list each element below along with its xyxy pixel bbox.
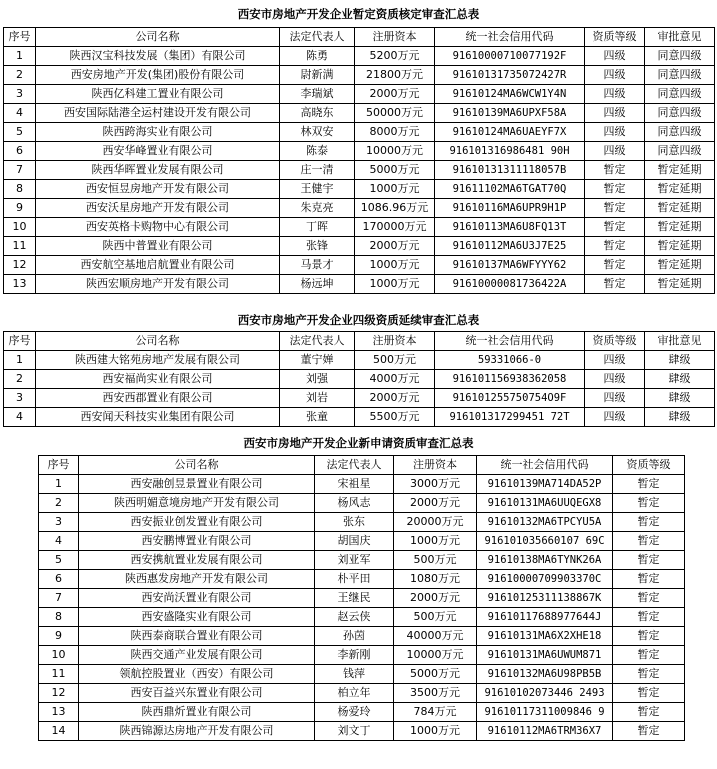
table-cell: 肆级 xyxy=(645,370,715,389)
table-row xyxy=(4,256,715,275)
table1-body xyxy=(4,47,715,294)
table-row xyxy=(39,494,685,513)
table-cell: 91610131MA6X2XHE18 xyxy=(477,627,613,646)
table-cell: 钱萍 xyxy=(315,665,394,684)
table-cell: 8 xyxy=(39,608,79,627)
table-cell: 庄一清 xyxy=(280,161,355,180)
column-header: 注册资本 xyxy=(394,456,477,475)
table-cell: 陕西建大铭苑房地产发展有限公司 xyxy=(36,351,280,370)
table-cell: 4000万元 xyxy=(355,370,435,389)
table-row xyxy=(4,237,715,256)
table-cell: 同意四级 xyxy=(645,104,715,123)
table-cell: 12 xyxy=(39,684,79,703)
table-cell: 暂定 xyxy=(613,608,685,627)
table-cell: 2 xyxy=(39,494,79,513)
table-cell: 四级 xyxy=(585,389,645,408)
table-cell: 杨风志 xyxy=(315,494,394,513)
table-cell: 西安英格卡购物中心有限公司 xyxy=(36,218,280,237)
table-cell: 6 xyxy=(4,142,36,161)
table-cell: 91610139MA6UPXF58A xyxy=(435,104,585,123)
table-cell: 91610113MA6U8FQ13T xyxy=(435,218,585,237)
table-cell: 21800万元 xyxy=(355,66,435,85)
table-cell: 91610116MA6UPR9H1P xyxy=(435,199,585,218)
table-cell: 91610117688977644J xyxy=(477,608,613,627)
column-header: 审批意见 xyxy=(645,332,715,351)
table-cell: 5000万元 xyxy=(394,665,477,684)
table-cell: 西安融创昱景置业有限公司 xyxy=(79,475,315,494)
table-cell: 1000万元 xyxy=(355,256,435,275)
table-cell: 4 xyxy=(39,532,79,551)
table-cell: 陕西中普置业有限公司 xyxy=(36,237,280,256)
table-cell: 4 xyxy=(4,104,36,123)
table-cell: 11 xyxy=(4,237,36,256)
table-cell: 同意四级 xyxy=(645,123,715,142)
table-cell: 8000万元 xyxy=(355,123,435,142)
table-cell: 3000万元 xyxy=(394,475,477,494)
table-cell: 暂定 xyxy=(585,237,645,256)
column-header: 注册资本 xyxy=(355,332,435,351)
table-cell: 50000万元 xyxy=(355,104,435,123)
table-cell: 四级 xyxy=(585,370,645,389)
table-cell: 91610139MA714DA52P xyxy=(477,475,613,494)
table-cell: 尉新满 xyxy=(280,66,355,85)
column-header: 注册资本 xyxy=(355,28,435,47)
table-cell: 暂定 xyxy=(613,646,685,665)
table-row xyxy=(4,218,715,237)
table-cell: 胡国庆 xyxy=(315,532,394,551)
table-row xyxy=(39,532,685,551)
table-cell: 同意四级 xyxy=(645,85,715,104)
table3-header xyxy=(39,456,685,475)
table-cell: 暂定延期 xyxy=(645,199,715,218)
table-cell: 784万元 xyxy=(394,703,477,722)
table3-body xyxy=(39,475,685,741)
table-cell: 西安沃星房地产开发有限公司 xyxy=(36,199,280,218)
table-cell: 领航控股置业（西安）有限公司 xyxy=(79,665,315,684)
table-cell: 59331066-0 xyxy=(435,351,585,370)
table2-title: 西安市房地产开发企业四级资质延续审查汇总表 xyxy=(237,313,480,327)
column-header: 资质等级 xyxy=(585,332,645,351)
table1-title: 西安市房地产开发企业暂定资质核定审查汇总表 xyxy=(237,7,480,21)
table-cell: 四级 xyxy=(585,47,645,66)
table-row xyxy=(39,475,685,494)
new-application-table xyxy=(38,455,685,741)
table-cell: 暂定 xyxy=(613,532,685,551)
table-cell: 西安振业创发置业有限公司 xyxy=(79,513,315,532)
table-cell: 西安华峰置业有限公司 xyxy=(36,142,280,161)
table-cell: 6 xyxy=(39,570,79,589)
table-cell: 暂定 xyxy=(613,722,685,741)
table-cell: 刘文丁 xyxy=(315,722,394,741)
table-cell: 91610131311118057B xyxy=(435,161,585,180)
table-cell: 陈勇 xyxy=(280,47,355,66)
table-cell: 陕西鼎炘置业有限公司 xyxy=(79,703,315,722)
table-cell: 暂定 xyxy=(585,180,645,199)
table-cell: 暂定 xyxy=(613,494,685,513)
table-cell: 暂定延期 xyxy=(645,275,715,294)
table-cell: 张东 xyxy=(315,513,394,532)
table-cell: 李瑞斌 xyxy=(280,85,355,104)
table-cell: 91611102MA6TGAT70Q xyxy=(435,180,585,199)
column-header: 法定代表人 xyxy=(280,332,355,351)
table-cell: 董宁婵 xyxy=(280,351,355,370)
table-cell: 7 xyxy=(39,589,79,608)
table-cell: 2 xyxy=(4,370,36,389)
table-cell: 王继民 xyxy=(315,589,394,608)
table-cell: 12 xyxy=(4,256,36,275)
table-cell: 91610112MA6TRM36X7 xyxy=(477,722,613,741)
table-cell: 1000万元 xyxy=(394,722,477,741)
column-header: 公司名称 xyxy=(36,28,280,47)
column-header: 统一社会信用代码 xyxy=(435,332,585,351)
table-cell: 2000万元 xyxy=(394,494,477,513)
table-cell: 丁晖 xyxy=(280,218,355,237)
table-cell: 916101035660107 69C xyxy=(477,532,613,551)
table-cell: 朴平田 xyxy=(315,570,394,589)
table-cell: 同意四级 xyxy=(645,47,715,66)
table-cell: 1000万元 xyxy=(355,275,435,294)
table-cell: 西安房地产开发(集团)股份有限公司 xyxy=(36,66,280,85)
table-cell: 孙茵 xyxy=(315,627,394,646)
table-cell: 10000万元 xyxy=(394,646,477,665)
table-cell: 2000万元 xyxy=(355,237,435,256)
table-cell: 11 xyxy=(39,665,79,684)
table-cell: 916101156938362058 xyxy=(435,370,585,389)
table-cell: 高晓东 xyxy=(280,104,355,123)
table-cell: 四级 xyxy=(585,408,645,427)
table-cell: 91610117311009846 9 xyxy=(477,703,613,722)
table-cell: 3500万元 xyxy=(394,684,477,703)
table-cell: 9 xyxy=(39,627,79,646)
temporary-qualification-table xyxy=(3,27,715,294)
table-cell: 20000万元 xyxy=(394,513,477,532)
table-row xyxy=(39,513,685,532)
table-cell: 宋祖星 xyxy=(315,475,394,494)
table-cell: 暂定 xyxy=(613,665,685,684)
table-cell: 暂定 xyxy=(585,275,645,294)
table-cell: 暂定 xyxy=(585,199,645,218)
table-cell: 刘岩 xyxy=(280,389,355,408)
column-header: 统一社会信用代码 xyxy=(435,28,585,47)
table-cell: 1 xyxy=(4,351,36,370)
table-cell: 91610131735072427R xyxy=(435,66,585,85)
table-cell: 陕西华晖置业发展有限公司 xyxy=(36,161,280,180)
table-cell: 刘亚军 xyxy=(315,551,394,570)
table-cell: 1 xyxy=(4,47,36,66)
table-row xyxy=(39,570,685,589)
table-cell: 四级 xyxy=(585,66,645,85)
column-header: 序号 xyxy=(4,28,36,47)
table3-title: 西安市房地产开发企业新申请资质审查汇总表 xyxy=(243,436,474,450)
table-cell: 西安盛隆实业有限公司 xyxy=(79,608,315,627)
table-cell: 3 xyxy=(39,513,79,532)
column-header: 资质等级 xyxy=(613,456,685,475)
column-header: 法定代表人 xyxy=(280,28,355,47)
table-cell: 暂定 xyxy=(613,513,685,532)
column-header: 序号 xyxy=(4,332,36,351)
header-row xyxy=(4,28,715,47)
table-row xyxy=(4,351,715,370)
table-cell: 91610124MA6UAEYF7X xyxy=(435,123,585,142)
table-cell: 李新刚 xyxy=(315,646,394,665)
table-cell: 2000万元 xyxy=(394,589,477,608)
table-cell: 5 xyxy=(4,123,36,142)
table-cell: 西安百益兴东置业有限公司 xyxy=(79,684,315,703)
table-cell: 10 xyxy=(4,218,36,237)
table-row xyxy=(39,608,685,627)
table-cell: 500万元 xyxy=(355,351,435,370)
table-cell: 91610132MA6U98PB5B xyxy=(477,665,613,684)
table-cell: 10000万元 xyxy=(355,142,435,161)
table-cell: 西安航空基地启航置业有限公司 xyxy=(36,256,280,275)
table-cell: 5500万元 xyxy=(355,408,435,427)
table-cell: 91610000710077192F xyxy=(435,47,585,66)
header-row xyxy=(4,332,715,351)
table-cell: 陕西交通产业发展有限公司 xyxy=(79,646,315,665)
table-cell: 13 xyxy=(39,703,79,722)
table-row xyxy=(39,627,685,646)
table-cell: 91610131MA6UWUM871 xyxy=(477,646,613,665)
column-header: 公司名称 xyxy=(79,456,315,475)
table-row xyxy=(4,199,715,218)
table-cell: 91610138MA6TYNK26A xyxy=(477,551,613,570)
table-row xyxy=(4,180,715,199)
table-cell: 916101316986481 90H xyxy=(435,142,585,161)
table-row xyxy=(4,389,715,408)
column-header: 序号 xyxy=(39,456,79,475)
table-cell: 2 xyxy=(4,66,36,85)
table-cell: 陕西明媚意境房地产开发有限公司 xyxy=(79,494,315,513)
table2-header xyxy=(4,332,715,351)
table-cell: 91610125311138867K xyxy=(477,589,613,608)
table-row xyxy=(4,123,715,142)
table-cell: 陕西宏顺房地产开发有限公司 xyxy=(36,275,280,294)
table-cell: 陈泰 xyxy=(280,142,355,161)
table-cell: 2000万元 xyxy=(355,389,435,408)
table-cell: 陕西跨海实业有限公司 xyxy=(36,123,280,142)
table-row xyxy=(4,161,715,180)
table-cell: 91610137MA6WFYYY62 xyxy=(435,256,585,275)
table-cell: 陕西泰商联合置业有限公司 xyxy=(79,627,315,646)
table-cell: 同意四级 xyxy=(645,66,715,85)
table-cell: 暂定 xyxy=(613,627,685,646)
table-cell: 陕西锦源达房地产开发有限公司 xyxy=(79,722,315,741)
table-cell: 1086.96万元 xyxy=(355,199,435,218)
table-row xyxy=(39,589,685,608)
table-cell: 暂定延期 xyxy=(645,237,715,256)
table-cell: 7 xyxy=(4,161,36,180)
table-cell: 西安尚沃置业有限公司 xyxy=(79,589,315,608)
table-cell: 91610112MA6U3J7E25 xyxy=(435,237,585,256)
table-cell: 肆级 xyxy=(645,408,715,427)
table-row xyxy=(4,47,715,66)
table-cell: 91610102073446 2493 xyxy=(477,684,613,703)
table-cell: 四级 xyxy=(585,104,645,123)
table-cell: 暂定 xyxy=(585,161,645,180)
table-cell: 91610131MA6UUQEGX8 xyxy=(477,494,613,513)
table-cell: 张童 xyxy=(280,408,355,427)
table-cell: 张锋 xyxy=(280,237,355,256)
table-cell: 916101255750754O9F xyxy=(435,389,585,408)
table-cell: 91610000709903370C xyxy=(477,570,613,589)
table-cell: 四级 xyxy=(585,85,645,104)
table-cell: 暂定 xyxy=(613,551,685,570)
table-cell: 同意四级 xyxy=(645,142,715,161)
table-cell: 4 xyxy=(4,408,36,427)
table-cell: 暂定延期 xyxy=(645,180,715,199)
table-row xyxy=(39,646,685,665)
table-cell: 91610124MA6WCW1Y4N xyxy=(435,85,585,104)
table-cell: 1 xyxy=(39,475,79,494)
table-cell: 91610132MA6TPCYU5A xyxy=(477,513,613,532)
column-header: 资质等级 xyxy=(585,28,645,47)
table-row xyxy=(39,684,685,703)
table-row xyxy=(4,85,715,104)
table-cell: 四级 xyxy=(585,142,645,161)
table-cell: 西安鹏博置业有限公司 xyxy=(79,532,315,551)
table-cell: 1000万元 xyxy=(394,532,477,551)
table-cell: 1080万元 xyxy=(394,570,477,589)
table-cell: 暂定延期 xyxy=(645,161,715,180)
table-row xyxy=(4,104,715,123)
table-cell: 2000万元 xyxy=(355,85,435,104)
table-cell: 14 xyxy=(39,722,79,741)
table-cell: 5 xyxy=(39,551,79,570)
table-cell: 西安西郡置业有限公司 xyxy=(36,389,280,408)
table-cell: 西安福尚实业有限公司 xyxy=(36,370,280,389)
table-cell: 5200万元 xyxy=(355,47,435,66)
table-cell: 170000万元 xyxy=(355,218,435,237)
table-cell: 3 xyxy=(4,389,36,408)
table-cell: 四级 xyxy=(585,123,645,142)
table-row xyxy=(39,665,685,684)
level4-renewal-table xyxy=(3,331,715,427)
table-row xyxy=(4,275,715,294)
table-cell: 3 xyxy=(4,85,36,104)
table-cell: 西安恒昱房地产开发有限公司 xyxy=(36,180,280,199)
table-cell: 9 xyxy=(4,199,36,218)
table-cell: 40000万元 xyxy=(394,627,477,646)
table-cell: 暂定 xyxy=(613,475,685,494)
table-cell: 马景才 xyxy=(280,256,355,275)
table-cell: 陕西惠发房地产开发有限公司 xyxy=(79,570,315,589)
table-cell: 暂定 xyxy=(613,589,685,608)
table-row xyxy=(4,142,715,161)
column-header: 法定代表人 xyxy=(315,456,394,475)
table-cell: 暂定 xyxy=(613,570,685,589)
table-cell: 王健宇 xyxy=(280,180,355,199)
column-header: 统一社会信用代码 xyxy=(477,456,613,475)
table-cell: 暂定延期 xyxy=(645,218,715,237)
table-cell: 500万元 xyxy=(394,551,477,570)
table-cell: 1000万元 xyxy=(355,180,435,199)
table-cell: 5000万元 xyxy=(355,161,435,180)
table-row xyxy=(4,66,715,85)
table-cell: 暂定 xyxy=(613,684,685,703)
table-cell: 暂定 xyxy=(613,703,685,722)
table-cell: 肆级 xyxy=(645,351,715,370)
table-cell: 500万元 xyxy=(394,608,477,627)
table-row xyxy=(39,703,685,722)
table-cell: 西安携航置业发展有限公司 xyxy=(79,551,315,570)
table2-body xyxy=(4,351,715,427)
table-cell: 13 xyxy=(4,275,36,294)
table-cell: 91610000081736422A xyxy=(435,275,585,294)
table-cell: 暂定 xyxy=(585,218,645,237)
table-cell: 暂定 xyxy=(585,256,645,275)
table-cell: 肆级 xyxy=(645,389,715,408)
table-cell: 四级 xyxy=(585,351,645,370)
table-cell: 陕西汉宝科技发展（集团）有限公司 xyxy=(36,47,280,66)
table-row xyxy=(4,408,715,427)
table-cell: 林双安 xyxy=(280,123,355,142)
table-cell: 8 xyxy=(4,180,36,199)
header-row xyxy=(39,456,685,475)
table1-header xyxy=(4,28,715,47)
table-row xyxy=(39,551,685,570)
column-header: 公司名称 xyxy=(36,332,280,351)
table-cell: 暂定延期 xyxy=(645,256,715,275)
table-cell: 杨远坤 xyxy=(280,275,355,294)
table-row xyxy=(39,722,685,741)
table-cell: 10 xyxy=(39,646,79,665)
table-cell: 杨爱玲 xyxy=(315,703,394,722)
table-cell: 陕西亿科建工置业有限公司 xyxy=(36,85,280,104)
table-cell: 西安国际陆港全运村建设开发有限公司 xyxy=(36,104,280,123)
table-cell: 朱克亮 xyxy=(280,199,355,218)
table-cell: 916101317299451 72T xyxy=(435,408,585,427)
column-header: 审批意见 xyxy=(645,28,715,47)
table-row xyxy=(4,370,715,389)
table-cell: 西安闻天科技实业集团有限公司 xyxy=(36,408,280,427)
table-cell: 赵云侠 xyxy=(315,608,394,627)
table-cell: 柏立年 xyxy=(315,684,394,703)
table-cell: 刘强 xyxy=(280,370,355,389)
